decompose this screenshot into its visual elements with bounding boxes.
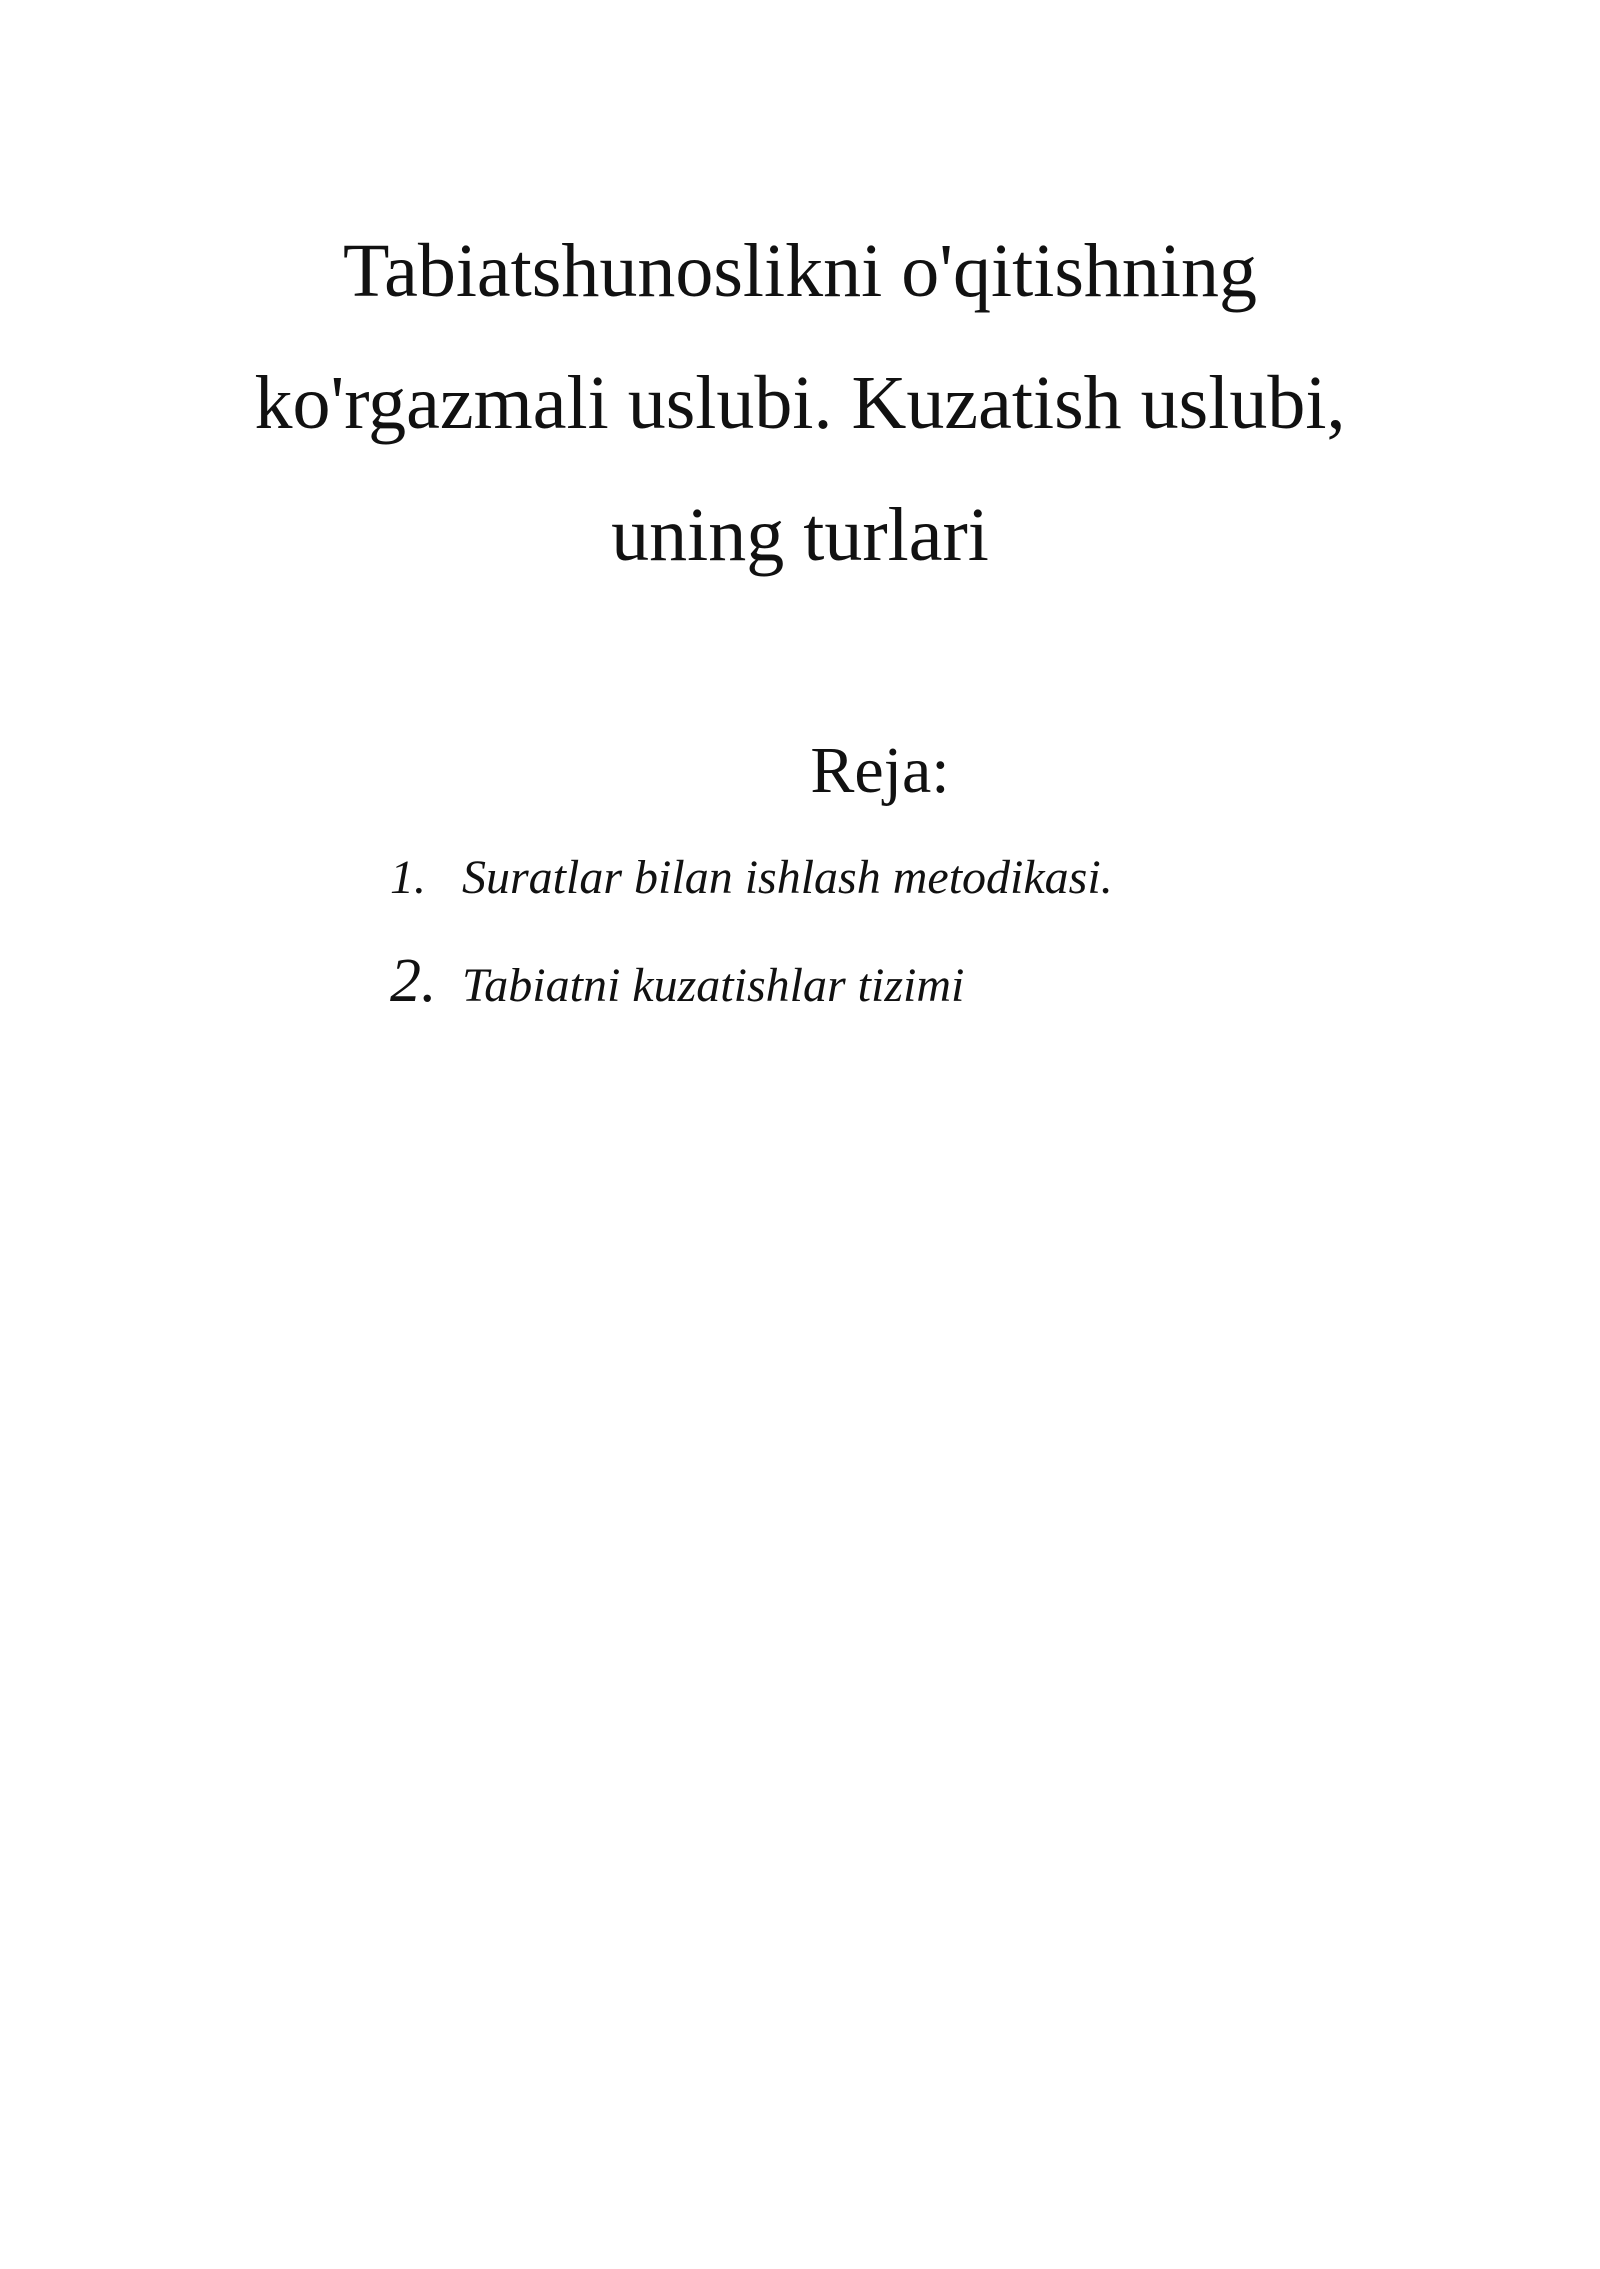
- title-line-3: uning turlari: [611, 493, 989, 577]
- title-line-2: ko'rgazmali uslubi. Kuzatish uslubi,: [254, 361, 1346, 445]
- title-line-1: Tabiatshunoslikni o'qitishning: [342, 229, 1258, 313]
- plan-item: [390, 936, 1113, 1031]
- plan-item-number: 1.: [390, 851, 426, 904]
- plan-list: [390, 840, 1113, 1031]
- plan-item-number: 2.: [390, 947, 437, 1015]
- plan-item-text: Suratlar bilan ishlash metodikasi.: [462, 851, 1113, 904]
- document-title: [200, 205, 1400, 601]
- plan-item: [390, 840, 1113, 936]
- plan-item-text: Tabiatni kuzatishlar tizimi: [462, 959, 965, 1012]
- plan-heading: Reja:: [810, 734, 950, 807]
